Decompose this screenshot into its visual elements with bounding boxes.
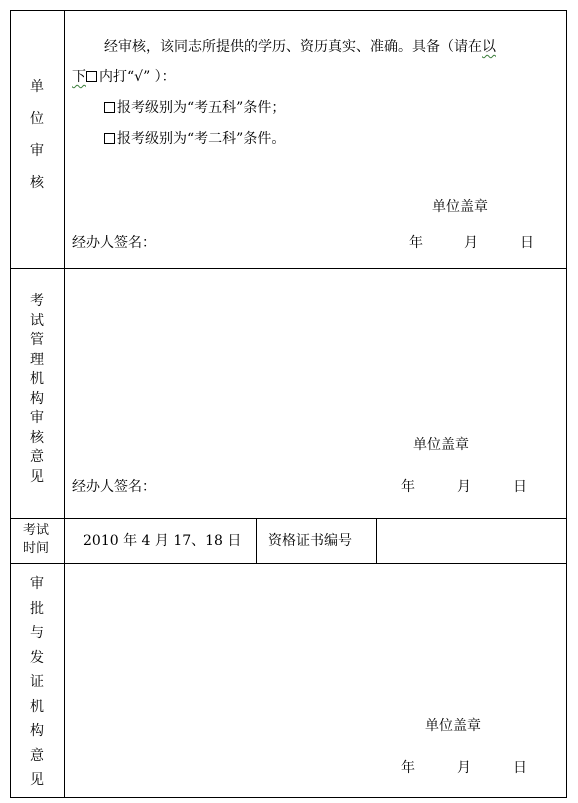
label-char: 试 (30, 312, 44, 329)
label-char: 机 (30, 371, 44, 387)
label-char: 核 (30, 175, 44, 191)
label-char: 证 (30, 674, 44, 690)
label-char: 与 (30, 625, 44, 641)
table-border-left (10, 10, 11, 798)
row-divider-2 (10, 518, 567, 519)
review-statement-tail: 以 (482, 39, 496, 55)
label-char: 构 (30, 390, 44, 407)
review-statement-line1 (104, 39, 496, 55)
label-char: 意 (30, 449, 44, 465)
unit-seal-label: 单位盖章 (413, 437, 469, 453)
day-label: 日 (520, 235, 534, 251)
cert-number-label: 资格证书编号 (268, 533, 352, 549)
label-char: 单 (30, 79, 44, 95)
unit-seal-label: 单位盖章 (432, 199, 488, 215)
month-label: 月 (457, 760, 471, 776)
exam-time-label-line2: 时间 (23, 541, 50, 556)
review-statement-rest: 内打“√” ）： (99, 69, 176, 85)
label-char: 发 (30, 649, 44, 666)
label-char: 理 (30, 351, 44, 368)
exam-time-label-line1: 考试 (23, 523, 50, 538)
cert-cell-divider (376, 518, 377, 564)
label-char: 审 (30, 410, 44, 426)
review-statement-head: 下 (72, 69, 86, 85)
month-label: 月 (464, 235, 478, 251)
label-char: 审 (30, 576, 44, 592)
table-border-right (566, 10, 567, 798)
row-divider-3 (10, 563, 567, 564)
year-label: 年 (401, 760, 415, 776)
year-label: 年 (401, 479, 415, 495)
checkbox-five-subjects[interactable] (104, 102, 115, 113)
label-char: 批 (30, 600, 44, 617)
review-statement-line2 (72, 69, 176, 85)
option-two-subjects (104, 131, 285, 147)
checkbox-two-subjects[interactable] (104, 133, 115, 144)
signer-label: 经办人签名： (72, 235, 156, 251)
review-statement-text: 经审核，该同志所提供的学历、资历真实、准确。具备（请在 (104, 39, 482, 55)
label-char: 审 (30, 143, 44, 159)
unit-review-label (27, 76, 47, 204)
label-char: 位 (30, 111, 44, 127)
label-char: 见 (30, 772, 44, 788)
label-char: 机 (30, 698, 44, 715)
date-cell-divider (256, 518, 257, 564)
table-border-top (10, 10, 567, 11)
exam-management-label (27, 290, 47, 485)
label-char: 意 (30, 747, 44, 764)
label-char: 核 (30, 429, 44, 446)
option-two-subjects-label: 报考级别为“考二科”条件。 (117, 131, 286, 147)
signer-label: 经办人签名： (72, 479, 156, 495)
year-label: 年 (409, 235, 423, 251)
day-label: 日 (513, 479, 527, 495)
label-char: 见 (30, 468, 44, 485)
label-column-divider (64, 10, 65, 798)
day-label: 日 (513, 760, 527, 776)
exam-date-value: 2010 年 4 月 17、18 日 (83, 533, 242, 549)
table-border-bottom (10, 797, 567, 798)
label-char: 构 (30, 723, 44, 739)
label-char: 考 (30, 293, 44, 309)
cert-number-field[interactable] (384, 533, 560, 551)
row-divider-1 (10, 268, 567, 269)
option-five-subjects-label: 报考级别为“考五科”条件； (117, 100, 286, 116)
label-char: 管 (30, 332, 44, 348)
month-label: 月 (457, 479, 471, 495)
checkbox-icon[interactable] (86, 71, 97, 82)
approval-agency-label (27, 573, 47, 794)
unit-seal-label: 单位盖章 (425, 718, 481, 734)
option-five-subjects (104, 100, 285, 116)
